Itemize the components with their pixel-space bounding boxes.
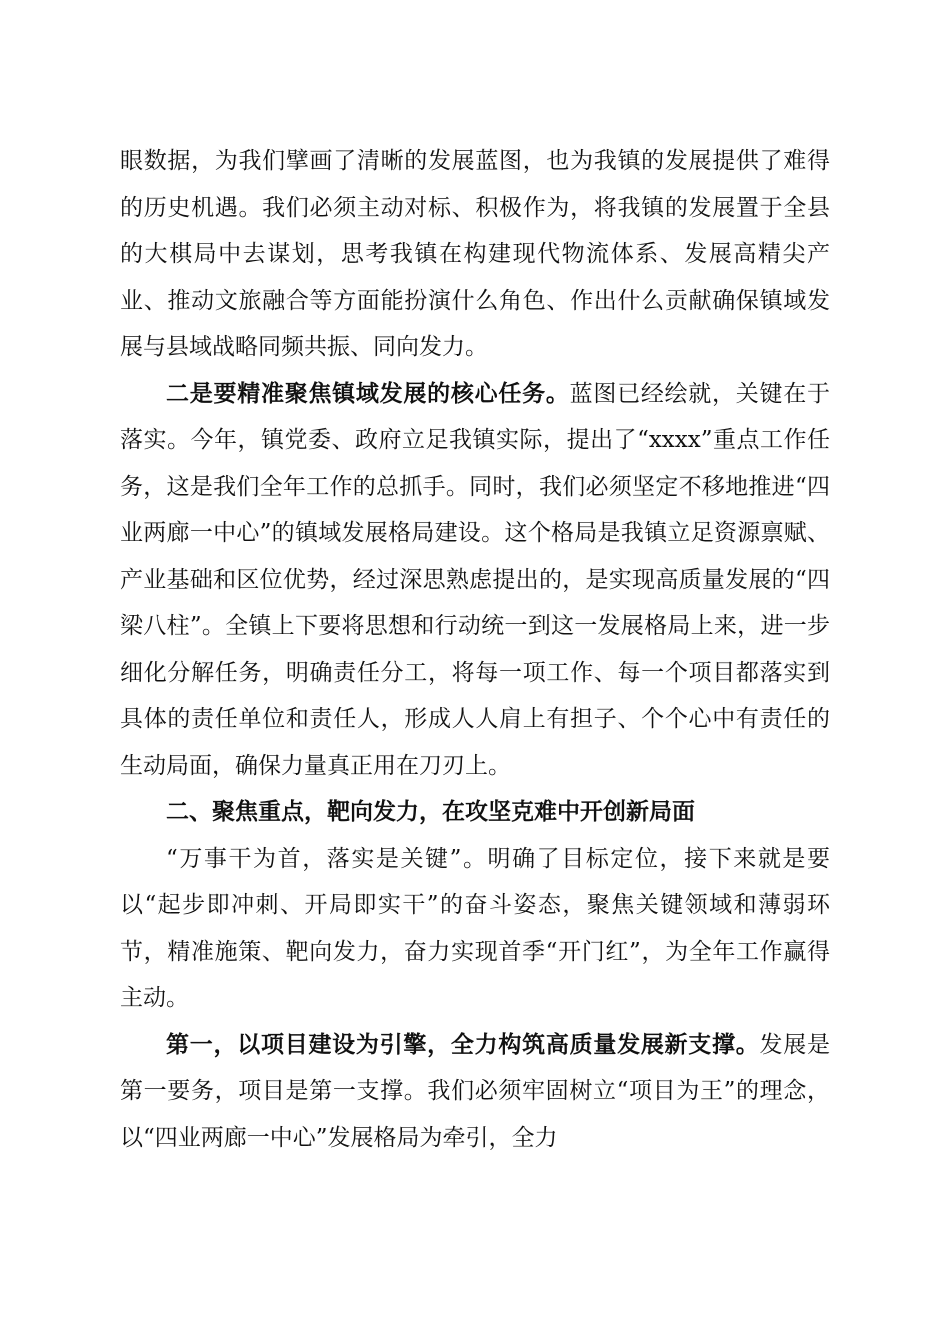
paragraph-intro: “万事干为首，落实是关键”。明确了目标定位，接下来就是要以“起步即冲刺、开局即实干”的奋斗姿态，聚焦关键领域和薄弱环节，精准施策、靶向发力，奋力实现首季“开门红”，为全年工作赢得主动。 <box>120 845 830 1011</box>
paragraph-body: 发展是第一要务，项目是第一支撑。我们必须牢固树立“项目为王”的理念，以“四业两廊一中心”发展格局为牵引，全力 <box>120 1031 831 1151</box>
section-heading: 二、聚焦重点，靶向发力，在攻坚克难中开创新局面 <box>166 799 695 825</box>
paragraph-continuation: 眼数据，为我们擘画了清晰的发展蓝图，也为我镇的发展提供了难得的历史机遇。我们必须主动对标、积极作为，将我镇的发展置于全县的大棋局中去谋划，思考我镇在构建现代物流体系、发展高精尖产业、推动文旅融合等方面能扮演什么角色、作出什么贡献确保镇域发展与县域战略同频共振、同向发力。 <box>120 148 830 360</box>
paragraph-body: 蓝图已经绘就，关键在于落实。今年，镇党委、政府立足我镇实际，提出了“xxxx”重点工作任务，这是我们全年工作的总抓手。同时，我们必须坚定不移地推进“四业两廊一中心”的镇域发展格局建设。这个格局是我镇立足资源禀赋、产业基础和区位优势，经过深思熟虑提出的，是实现高质量发展的“四梁八柱”。全镇上下要将思想和行动统一到这一发展格局上来，进一步细化分解任务，明确责任分工，将每一项工作、每一个项目都落实到具体的责任单位和责任人，形成人人肩上有担子、个个心中有责任的生动局面，确保力量真正用在刀刃上。 <box>120 380 831 779</box>
paragraph-projects <box>120 1022 830 1162</box>
paragraph-lead: 二是要精准聚焦镇域发展的核心任务。 <box>166 379 570 407</box>
document-body <box>120 138 830 1161</box>
paragraph-lead: 第一，以项目建设为引擎，全力构筑高质量发展新支撑。 <box>166 1030 760 1058</box>
paragraph-core-tasks <box>120 371 830 790</box>
